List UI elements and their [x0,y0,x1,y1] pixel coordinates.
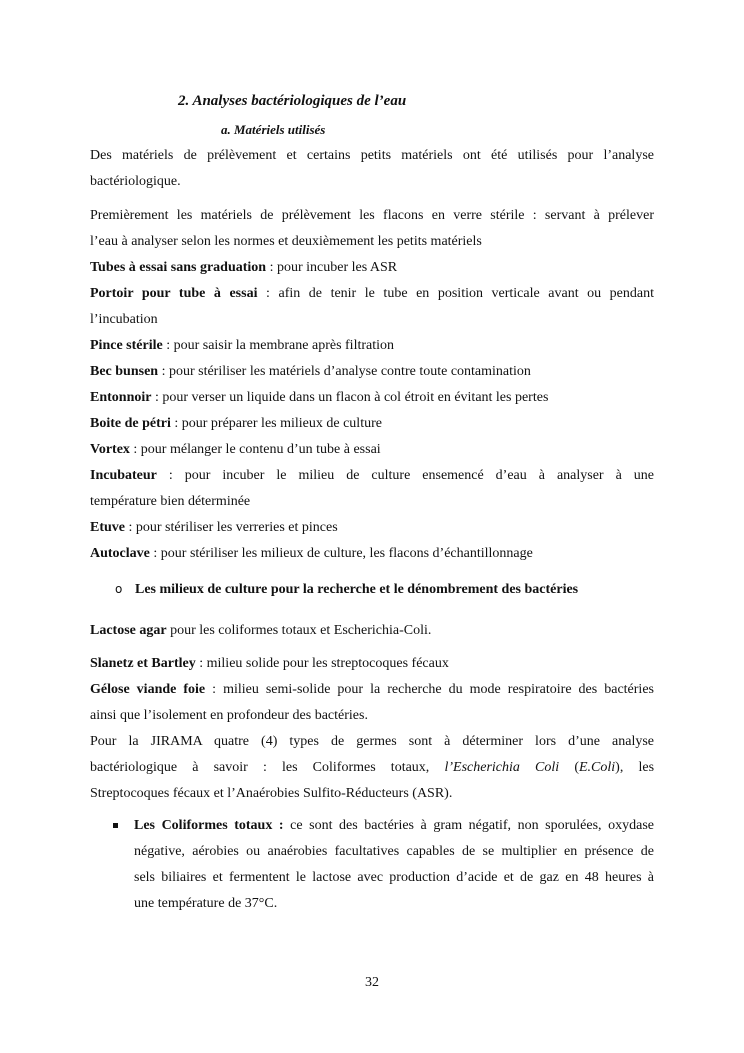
material-item [90,390,654,406]
material-desc: : pour verser un liquide dans un flacon à col étroit en évitant les pertes [151,390,549,405]
para2-line-2: l’eau à analyser selon les normes et deuxièmement les petits matériels [90,234,482,249]
material-desc: : pour incuber le milieu de culture ensemencé d’eau à analyser à une [156,468,654,483]
coliformes-line-4: une température de 37°C. [134,896,278,911]
jirama-line-3: Streptocoques fécaux et l’Anaérobies Sulfito-Réducteurs (ASR). [90,786,453,801]
material-term: Boite de pétri [90,416,171,431]
material-cont: température bien déterminée [90,494,251,509]
media-desc: pour les coliformes totaux et Escherichia-Coli. [166,623,432,638]
square-bullet-icon [113,823,118,828]
material-term: Autoclave [90,546,150,561]
coliformes-line-1 [134,818,654,834]
material-desc: : afin de tenir le tube en position verticale avant ou pendant [257,286,655,301]
material-item [90,416,654,432]
material-item [90,442,654,458]
material-desc: : pour stériliser les matériels d’analyse contre toute contamination [158,364,531,379]
media-term: Slanetz et Bartley [90,656,196,671]
media-desc: : milieu solide pour les streptocoques fécaux [195,656,449,671]
coliformes-line-2: négative, aérobies ou anaérobies facultatives capables de se multiplier en présence de [134,844,654,859]
jirama-text: bactériologique à savoir : les Coliformes totaux, [90,760,430,775]
media-cont: ainsi que l’isolement en profondeur des bactéries. [90,708,368,723]
jirama-paren: ( [574,760,579,775]
intro-line-1: Des matériels de prélèvement et certains petits matériels ont été utilisés pour l’analyse [90,148,654,163]
circle-bullet-icon: o [115,582,123,596]
ecoli-abbrev: E.Coli [578,760,616,775]
coliformes-term: Les Coliformes totaux : [134,818,284,833]
material-item [90,286,654,302]
coliformes-line-3: sels biliaires et fermentent le lactose avec production d’acide et de gaz en 48 heures à [134,870,654,885]
material-cont: l’incubation [90,312,158,327]
jirama-line-2 [90,760,654,776]
material-term: Incubateur [90,468,157,483]
media-item [90,656,654,672]
para2-line-1: Premièrement les matériels de prélèvement les flacons en verre stérile : servant à prélever [90,208,654,223]
material-desc: : pour saisir la membrane après filtration [162,338,395,353]
material-item [90,338,654,354]
jirama-line-1: Pour la JIRAMA quatre (4) types de germes sont à déterminer lors d’une analyse [90,734,654,749]
media-heading: Les milieux de culture pour la recherche et le dénombrement des bactéries [135,582,579,597]
material-item [90,520,654,536]
material-term: Portoir pour tube à essai [90,286,258,301]
coliformes-text: ce sont des bactéries à gram négatif, non sporulées, oxydase [283,818,654,833]
material-item [90,468,654,484]
escherichia-coli-name: l’Escherichia Coli [444,760,560,775]
media-term: Lactose agar [90,623,167,638]
material-term: Pince stérile [90,338,163,353]
media-item [90,623,654,639]
material-desc: : pour incuber les ASR [266,260,398,275]
media-desc: : milieu semi-solide pour la recherche du mode respiratoire des bactéries [205,682,654,697]
material-desc: : pour préparer les milieux de culture [170,416,382,431]
material-desc: : pour stériliser les verreries et pinces [125,520,338,535]
material-term: Etuve [90,520,125,535]
material-term: Bec bunsen [90,364,159,379]
material-item [90,364,654,380]
material-desc: : pour mélanger le contenu d’un tube à essai [129,442,381,457]
section-title: 2. Analyses bactériologiques de l’eau [178,93,407,109]
material-term: Tubes à essai sans graduation [90,260,267,275]
material-desc: : pour stériliser les milieux de culture, les flacons d’échantillonnage [149,546,533,561]
media-term: Gélose viande foie [90,682,206,697]
material-term: Entonnoir [90,390,152,405]
jirama-text: ), les [615,760,655,775]
media-item [90,682,654,698]
material-term: Vortex [90,442,130,457]
page-number: 32 [365,975,379,990]
material-item [90,260,654,276]
material-item [90,546,654,562]
intro-line-2: bactériologique. [90,174,181,189]
subsection-title: a. Matériels utilisés [221,122,326,137]
